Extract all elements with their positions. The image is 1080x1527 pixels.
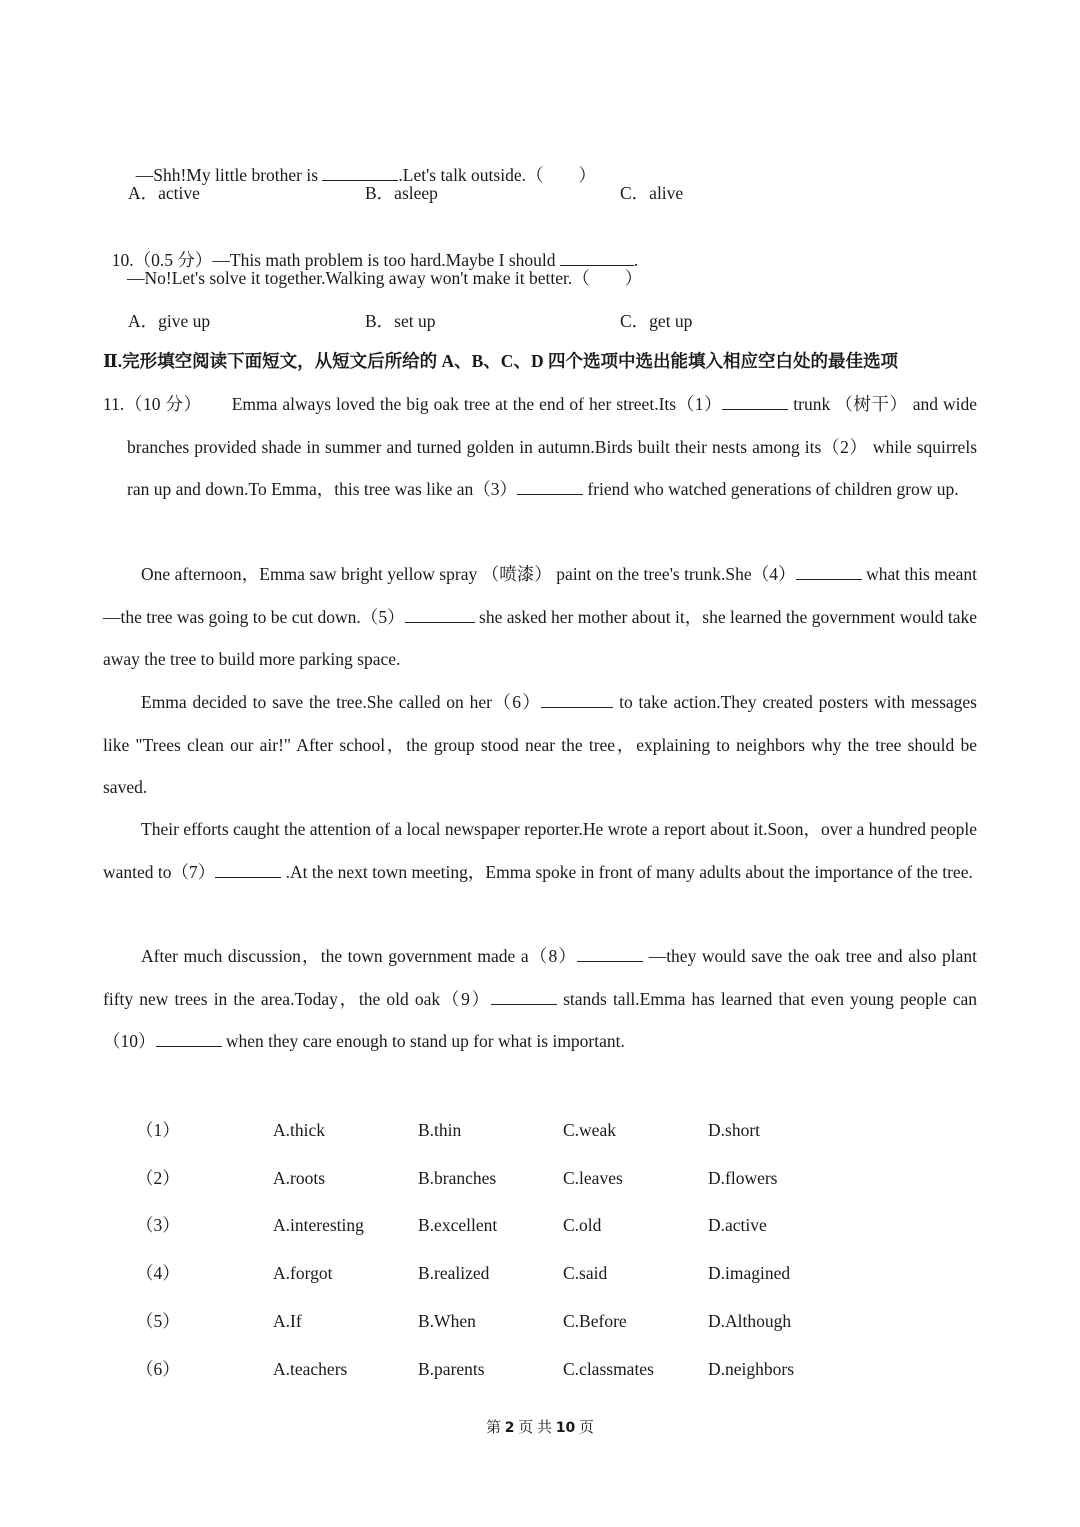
page-footer: 第 2 页 共 10 页: [485, 1420, 595, 1436]
answer-blank: [560, 247, 634, 266]
cloze-blank-7: [215, 859, 281, 878]
q10-option-a: A．give up: [128, 311, 211, 331]
q11-paragraph-1: 11.（10 分） Emma always loved the big oak tree at the end of her street.Its（1） trunk （树干） and wide branches provided shade in summer and turned golden in autumn.Birds built their nests among its（2） while squirrels ran up and down.To Emma，this tree was like an（3） friend who watched generations of children grow up.: [127, 383, 977, 511]
choice-d: D.active: [708, 1215, 767, 1235]
page-number: 2: [504, 1420, 515, 1436]
choice-a: A.forgot: [273, 1263, 333, 1283]
choice-a: A.thick: [273, 1120, 326, 1140]
choice-number: （1）: [136, 1120, 180, 1140]
choice-b: B.When: [418, 1311, 476, 1331]
cloze-blank-4: [796, 561, 862, 580]
choice-b: B.thin: [418, 1120, 462, 1140]
choice-b: B.parents: [418, 1359, 485, 1379]
q10-option-c: C．get up: [620, 311, 693, 331]
answer-blank: [322, 162, 398, 181]
choice-number: （4）: [136, 1263, 180, 1283]
choice-c: C.said: [563, 1263, 608, 1283]
choice-b: B.branches: [418, 1168, 497, 1188]
choice-d: D.short: [708, 1120, 761, 1140]
choice-a: A.If: [273, 1311, 302, 1331]
cloze-blank-1: [722, 391, 788, 410]
section-heading: Ⅱ.完形填空阅读下面短文，从短文后所给的 A、B、C、D 四个选项中选出能填入相应空白处的最佳选项: [103, 351, 898, 371]
choice-d: D.Although: [708, 1311, 792, 1331]
cloze-blank-9: [491, 986, 557, 1005]
q11-paragraph-4: Their efforts caught the attention of a local newspaper reporter.He wrote a report about it.Soon，over a hundred people wanted to（7） .At the next town meeting，Emma spoke in front of many adults about the importance of the tree.: [103, 819, 977, 882]
choice-c: C.Before: [563, 1311, 627, 1331]
q9-option-c: C．alive: [620, 183, 684, 203]
choice-c: C.leaves: [563, 1168, 623, 1188]
choice-d: D.neighbors: [708, 1359, 795, 1379]
cloze-blank-3: [517, 476, 583, 495]
cloze-blank-6: [541, 689, 613, 708]
choice-d: D.flowers: [708, 1168, 778, 1188]
choice-d: D.imagined: [708, 1263, 791, 1283]
q11-paragraph-5: After much discussion，the town government made a（8） —they would save the oak tree and also plant fifty new trees in the area.Today，the old oak（9） stands tall.Emma has learned that even young people can（10） when they care enough to stand up for what is important.: [103, 935, 977, 1063]
q9-reply: —Shh!My little brother is .Let's talk outside.（ ）: [127, 138, 596, 187]
q11-paragraph-3: Emma decided to save the tree.She called on her（6） to take action.They created posters with messages like "Trees clean our air!" After school，the group stood near the tree，explaining to neighbors why the tree should be saved.: [103, 681, 977, 809]
cloze-blank-8: [577, 943, 643, 962]
choice-a: A.roots: [273, 1168, 326, 1188]
q10-option-b: B．set up: [365, 311, 436, 331]
choice-number: （3）: [136, 1215, 180, 1235]
choice-b: B.excellent: [418, 1215, 498, 1235]
cloze-blank-10: [156, 1028, 222, 1047]
q10-stem: 10.（0.5 分）—This math problem is too hard.Maybe I should .: [103, 223, 638, 272]
choice-number: （5）: [136, 1311, 180, 1331]
choice-a: A.teachers: [273, 1359, 348, 1379]
choice-a: A.interesting: [273, 1215, 364, 1235]
q11-paragraph-2: One afternoon，Emma saw bright yellow spray （喷漆） paint on the tree's trunk.She（4） what this meant—the tree was going to be cut down.（5） she asked her mother about it，she learned the government would take away the tree to build more parking space.: [103, 553, 977, 681]
cloze-blank-5: [405, 604, 475, 623]
choice-number: （2）: [136, 1168, 180, 1188]
q9-option-a: A．active: [128, 183, 200, 203]
q9-option-b: B．asleep: [365, 183, 438, 203]
choice-c: C.old: [563, 1215, 602, 1235]
q10-reply: —No!Let's solve it together.Walking away won't make it better.（ ）: [127, 268, 643, 288]
choice-c: C.weak: [563, 1120, 616, 1140]
choice-c: C.classmates: [563, 1359, 654, 1379]
choice-number: （6）: [136, 1359, 180, 1379]
page-total: 10: [555, 1420, 576, 1436]
choice-b: B.realized: [418, 1263, 490, 1283]
